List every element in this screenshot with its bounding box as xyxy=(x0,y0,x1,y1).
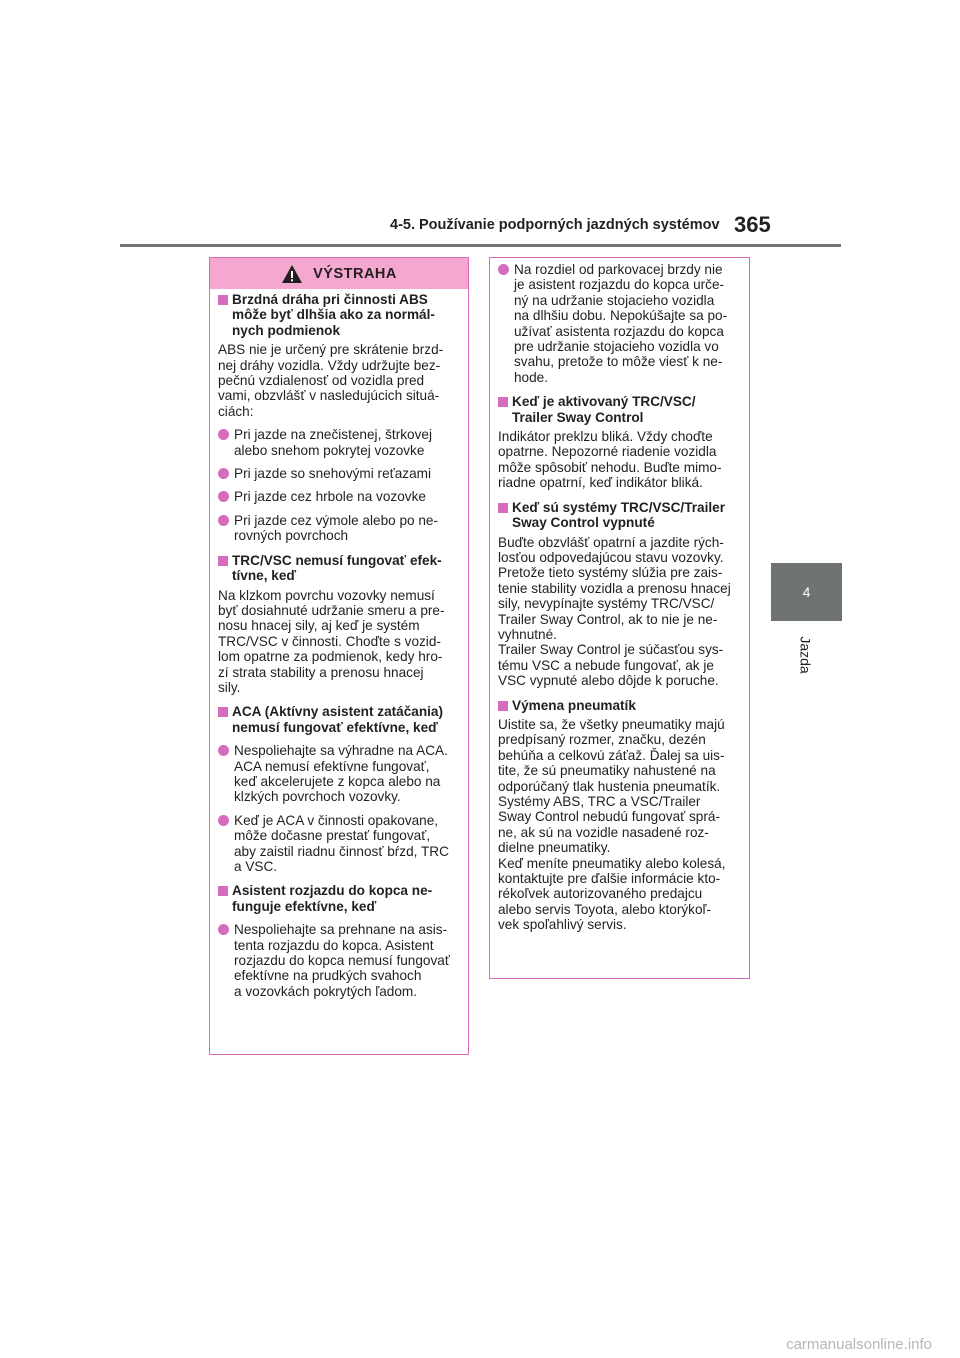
heading-text: Brzdná dráha pri činnosti ABS môže byť dlhšia ako za normál- nych podmienok xyxy=(232,292,435,338)
square-bullet-icon xyxy=(218,707,228,717)
bullet-item xyxy=(218,922,460,999)
warning-box-continued xyxy=(489,257,750,979)
warning-box xyxy=(209,257,469,1055)
bullet-text: Pri jazde so snehovými reťazami xyxy=(234,466,431,482)
warning-banner xyxy=(210,258,468,289)
square-bullet-icon xyxy=(218,295,228,305)
section-heading xyxy=(218,553,460,584)
section-title: 4-5. Používanie podporných jazdných systémov xyxy=(390,217,720,233)
chapter-number: 4 xyxy=(802,584,811,600)
circle-bullet-icon xyxy=(498,264,509,275)
bullet-text: Keď je ACA v činnosti opakovane, môže dočasne prestať fungovať, aby zaistil riadnu činnosť bŕzd, TRC a VSC. xyxy=(234,812,449,874)
heading-text: Asistent rozjazdu do kopca ne- funguje efektívne, keď xyxy=(232,883,433,914)
circle-bullet-icon xyxy=(218,515,229,526)
warning-content-left xyxy=(210,289,468,999)
bullet-item xyxy=(498,262,741,385)
bullet-text: Nespoliehajte sa výhradne na ACA. ACA nemusí efektívne fungovať, keď akcelerujete z kopca alebo na klzkých povrchoch vozovky. xyxy=(234,743,448,805)
chapter-number-tab xyxy=(771,563,842,621)
paragraph: ABS nie je určený pre skrátenie brzd- nej dráhy vozidla. Vždy udržujte bez- pečnú vzdialenosť od vozidla pred vami, obzvlášť v nasledujúcich situá- ciách: xyxy=(218,342,444,419)
chapter-label xyxy=(783,630,829,680)
warning-triangle-icon xyxy=(281,264,303,284)
paragraph: Uistite sa, že všetky pneumatiky majú predpísaný rozmer, značku, dezén behúňa a celkovú záťaž. Ďalej sa uis- tite, že sú pneumatiky nahustené na odporúčaný tlak hustenia pneumatík. Systémy ABS, TRC a VSC/Trailer Sway Control nebudú fungovať sprá- ne, ak sú na vozidle nasadené roz- dielne pneumatiky. Keď meníte pneumatiky alebo kolesá, kontaktujte pre ďalšie informácie kto- rékoľvek autorizovaného predajcu alebo servis Toyota, alebo ktorýkoľ- vek spoľahlivý servis. xyxy=(498,716,726,933)
section-heading xyxy=(218,292,460,338)
heading-text: TRC/VSC nemusí fungovať efek- tívne, keď xyxy=(232,552,442,584)
bullet-item xyxy=(218,427,460,458)
paragraph: Na klzkom povrchu vozovky nemusí byť dosiahnuté udržanie smeru a pre- nosu hnacej sily, aj keď je systém TRC/VSC v činnosti. Choďte s vozid- lom opatrne za podmienok, kedy hro- zí strata stability a prenosu hnacej sily. xyxy=(218,587,445,695)
watermark-logo: carmanualsonline.info xyxy=(786,1336,932,1353)
section-heading xyxy=(498,394,741,425)
heading-text: Keď je aktivovaný TRC/VSC/ Trailer Sway Control xyxy=(512,394,696,425)
bullet-item xyxy=(218,466,460,481)
heading-text: Výmena pneumatík xyxy=(512,697,636,713)
chapter-name: Jazda xyxy=(797,636,814,674)
square-bullet-icon xyxy=(498,397,508,407)
paragraph: Indikátor preklzu bliká. Vždy choďte opatrne. Nepozorné riadenie vozidla môže spôsobiť nehodu. Buďte mimo- riadne opatrní, keď indikátor bliká. xyxy=(498,429,722,491)
square-bullet-icon xyxy=(218,886,228,896)
paragraph: Buďte obzvlášť opatrní a jazdite rých- losťou odpovedajúcou stavu vozovky. Pretože tieto systémy slúžia pre zais- tenie stability vozidla a prenosu hnacej sily, nevypínajte systémy TRC/VSC/ Trailer Sway Control, ak to nie je ne- vyhnutné. Trailer Sway Control je súčasťou sys- tému VSC a nebude fungovať, ak je VSC vypnuté alebo dôjde k poruche. xyxy=(498,534,731,689)
section-heading xyxy=(218,883,460,914)
warning-content-right xyxy=(490,258,749,933)
bullet-item xyxy=(218,489,460,504)
bullet-text: Na rozdiel od parkovacej brzdy nie je asistent rozjazdu do kopca urče- ný na udržanie stojacieho vozidla na dlhšiu dobu. Nepokúšajte sa po- užívať asistenta rozjazdu do kopca pre udržanie stojacieho vozidla vo svahu, pretože to môže viesť k ne- hode. xyxy=(514,262,728,385)
circle-bullet-icon xyxy=(218,815,229,826)
circle-bullet-icon xyxy=(218,429,229,440)
bullet-item xyxy=(218,743,460,805)
circle-bullet-icon xyxy=(218,491,229,502)
bullet-item xyxy=(218,513,460,544)
section-heading xyxy=(498,698,741,713)
heading-text: ACA (Aktívny asistent zatáčania) nemusí fungovať efektívne, keď xyxy=(232,704,444,735)
circle-bullet-icon xyxy=(218,468,229,479)
square-bullet-icon xyxy=(218,556,228,566)
section-heading xyxy=(498,500,741,531)
circle-bullet-icon xyxy=(218,924,229,935)
bullet-text: Pri jazde cez hrbole na vozovke xyxy=(234,489,426,505)
page-number: 365 xyxy=(734,212,771,237)
circle-bullet-icon xyxy=(218,745,229,756)
section-heading xyxy=(218,704,460,735)
bullet-text: Nespoliehajte sa prehnane na asis- tenta rozjazdu do kopca. Asistent rozjazdu do kopca nemusí fungovať efektívne na prudkých svahoch a vozovkách pokrytých ľadom. xyxy=(234,922,450,999)
square-bullet-icon xyxy=(498,503,508,513)
square-bullet-icon xyxy=(498,701,508,711)
bullet-text: Pri jazde cez výmole alebo po ne- rovných povrchoch xyxy=(234,512,439,544)
warning-title: VÝSTRAHA xyxy=(313,265,397,282)
header-divider xyxy=(120,244,841,247)
bullet-item xyxy=(218,813,460,875)
heading-text: Keď sú systémy TRC/VSC/Trailer Sway Control vypnuté xyxy=(512,499,726,531)
bullet-text: Pri jazde na znečistenej, štrkovej alebo snehom pokrytej vozovke xyxy=(234,427,432,458)
